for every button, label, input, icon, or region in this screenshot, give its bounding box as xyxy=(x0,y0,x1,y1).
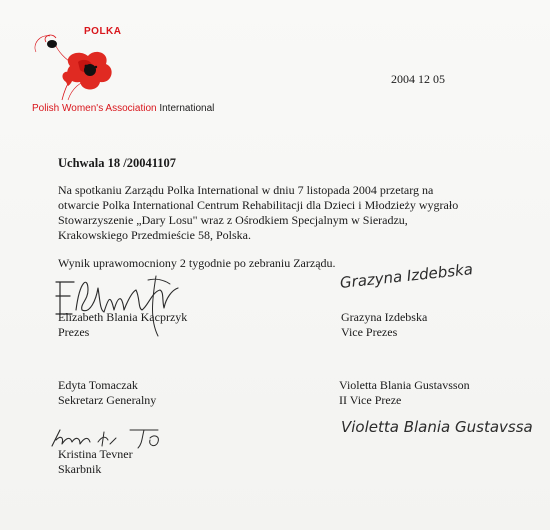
body-line: otwarcie Polka International Centrum Rehabilitacji dla Dzieci i Młodzieży wygrało xyxy=(58,198,459,212)
signatory-title: Skarbnik xyxy=(58,462,102,476)
signatory-name: Kristina Tevner xyxy=(58,447,133,461)
signatory-title: Sekretarz Generalny xyxy=(58,393,157,407)
signatory-name: Elizabeth Blania Kacprzyk xyxy=(58,310,188,324)
logo-wordmark: POLKA xyxy=(84,26,122,37)
organization-name-red: Polish Women's Association xyxy=(32,103,157,114)
body-line: Stowarzyszenie „Dary Losu" wraz z Ośrodkiem Specjalnym w Sieradzu, xyxy=(58,213,408,227)
organization-name-suffix: International xyxy=(156,103,215,114)
signatory-title: Prezes xyxy=(58,325,90,339)
signatory-kacprzyk xyxy=(58,310,187,340)
organization-name xyxy=(32,103,214,114)
signatory-tevner xyxy=(58,447,133,477)
signature-gustavsson: Violetta Blania Gustavssa xyxy=(341,418,533,436)
body-line: Na spotkaniu Zarządu Polka International w dniu 7 listopada 2004 przetarg na xyxy=(58,183,434,197)
signatory-name: Violetta Blania Gustavsson xyxy=(339,378,470,392)
signatory-title: Vice Prezes xyxy=(341,325,398,339)
signatory-tomaczak xyxy=(58,378,156,408)
signatory-name: Edyta Tomaczak xyxy=(58,378,138,392)
result-statement: Wynik uprawomocniony 2 tygodnie po zebraniu Zarządu. xyxy=(58,256,336,270)
signatory-gustavsson xyxy=(339,378,470,408)
signature-izdebska: Grazyna Izdebska xyxy=(339,260,474,292)
body-line: Krakowskiego Przedmieście 58, Polska. xyxy=(58,228,251,242)
signatory-name: Grazyna Izdebska xyxy=(341,310,428,324)
signatory-title: II Vice Preze xyxy=(339,393,402,407)
signatory-izdebska xyxy=(341,310,427,340)
letter-date: 2004 12 05 xyxy=(391,72,445,86)
resolution-heading: Uchwala 18 /20041107 xyxy=(58,156,177,170)
resolution-body xyxy=(58,183,488,243)
